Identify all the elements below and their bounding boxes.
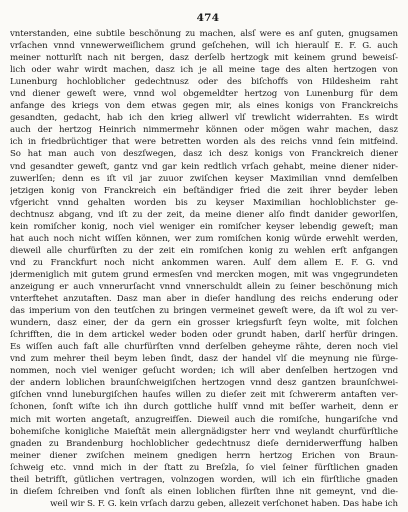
text-line: ſchonen, ſonſt wiſte ich ihn durch gottliche hulſf vnnd mit beſſer warheit, denn er (10, 402, 398, 413)
text-line: weil wir S. F. G. kein vrſach darzu geben, allezeit verſchonet haben. Das habe ich (50, 498, 398, 509)
text-line: anfange des kriegs von dem etwas gegen mir, als eines konigs von Franckreichs (10, 101, 398, 112)
text-line: Lunenburg hochloblicher gedechtnusz oder des biſchoffs von Hildesheim raht (10, 77, 398, 88)
text-line: jetzigen konig von Franckreich ein beſtändiger fried die zeit ihrer beyder leben (10, 185, 398, 196)
text-line: vrſachen vnnd vnnewerweiſlichem grund geſchehen, will ich hieraulſ E. F. G. auch (10, 41, 398, 52)
text-line: kein romiſcher konig, noch viel weniger ein romiſcher keyser lebendig geweſt; man (10, 221, 398, 232)
text-line: ſchweig etc. vnnd mich in der ſtatt zu Breſzla, ſo viel ſeiner fürſtlichen gnaden (10, 462, 398, 473)
text-line: auch der hertzog Heinrich nimmermehr können oder mögen wahr machen, dasz (10, 125, 398, 136)
text-line: nommen, noch viel weniger geſucht worden; ich will aber denſelben hertzogen vnd (10, 366, 398, 377)
text-line: das imperium von den teutſchen zu bringen vermeinet geweſt were, da iſt wol zu ver- (10, 306, 398, 317)
text-line: vnd gesandter geweſt, gantz vnd gar kein redtlich vrſach gehabt, meine diener nider- (10, 161, 398, 172)
text-line: vnd diener geweſt were, vnnd wol obgemeldter hertzog von Lunenburg für dem (10, 89, 398, 100)
text-line: anzeigung er auch vnnerurſacht vnnd vnnerschuldt allein zu ſeiner beschönung mich (10, 281, 398, 292)
text-line: mich mit worten angetaſt, anzugreifſen. Dieweil auch die romiſche, hungariſche vnd (10, 414, 398, 425)
text-line: meiner diener zwiſchen meinem gnedigen herrn hertzog Erichen von Braun- (10, 450, 398, 461)
text-line: vnterftehet anzutaften. Dasz man aber in dieſer handlung des reichs enderung oder (10, 294, 398, 305)
text-line: der andern loblichen braunſchweigiſchen hertzogen vnnd desz gantzen braunſchwei- (10, 378, 398, 389)
text-line: gesandten, gedacht, hab ich den krieg allwerl vlſ trewlicht widerrahten. Es wirdt (10, 113, 398, 124)
text-line: vfgericht vnnd gehalten worden bis zu keyser Maximilian hochloblichster ge- (10, 197, 398, 208)
text-line: wundern, dasz einer, der da gern ein grosser kriegsfurſt ſeyn wolte, mit ſolchen (10, 318, 398, 329)
text-line: hat auch noch nicht wiſſen können, wer zum romiſchen konig würde erwehlt werden, (10, 233, 398, 244)
text-line: Es wiſſen auch faſt alle churfürſten vnnd derſelben geheyme rähte, deren noch viel (10, 342, 398, 353)
text-line: vnd zum mehrer theil beym leben ſindt, dasz der handel vlſ die meynung nie fürge- (10, 354, 398, 365)
text-line: bohemiſche konigliche Maieſtät mein allergnädigster herr vnd weylandt churfürſtliche (10, 426, 398, 437)
text-line: ſchrifften, die in dem artickel weder boden oder grundt haben, darlſ herfür dringen. (10, 330, 398, 341)
text-line: meiner notturlſt nach nit bergen, dasz derſelb hertzogk mit keinem grund beweisſ- (10, 53, 398, 64)
text-line: vnd zu Franckfurt noch nicht ankommen waren. Aulſ dem allem E. F. G. vnd (10, 257, 398, 268)
text-line: dieweil alle churfürſten zu der zeit ein romiſchen konig zu wehlen erſt anfgangen (10, 245, 398, 256)
text-line: theil betrifſt, gütlichen vertragen, volnzogen worden, will ich ein fürſtliche gnaden (10, 474, 398, 485)
text-line: ich in friedbrüchtiger that were betretten worden als des reichs vnnd ſein mitfeind. (10, 137, 398, 148)
text-line: dechtnusz abgang, vnd iſt zu der zeit, da meine diener alſo findt danider geworlſen, (10, 209, 398, 220)
text-line: gnaden zu Brandenburg hochloblicher gedechtnusz dieſe derniderwerffung halben (10, 438, 398, 449)
text-line: in dieſem ſchreiben vnd ſonſt als einen loblichen fürſten ihne nit gemeynt, vnd die- (10, 486, 398, 497)
text-line: lich oder wahr wirdt machen, dasz ich je all meine tage des alten hertzogen von (10, 65, 398, 76)
text-line: jdermeniglich mit gutem grund ermesſen vnd mercken mogen, mit was vngegrundeten (10, 269, 398, 280)
text-line: So hat man auch von deszſwegen, dasz ich desz konigs von Franckreich diener (10, 149, 398, 160)
text-line: vnterstanden, eine subtile beschönung zu machen, alsſ were es anſ guten, gnugsamen (10, 29, 398, 39)
body-text (10, 28, 398, 510)
page-number: 474 (196, 12, 220, 24)
text-line: giſchen vnnd luneburgiſchen hauſes willen zu dieſer zeit mit ſchwererm antaften ver- (10, 390, 398, 401)
text-line: zuwerlſen; denn es iſt vil jar zuuor zwiſchen keyser Maximilian vnnd demſelben (10, 173, 398, 184)
